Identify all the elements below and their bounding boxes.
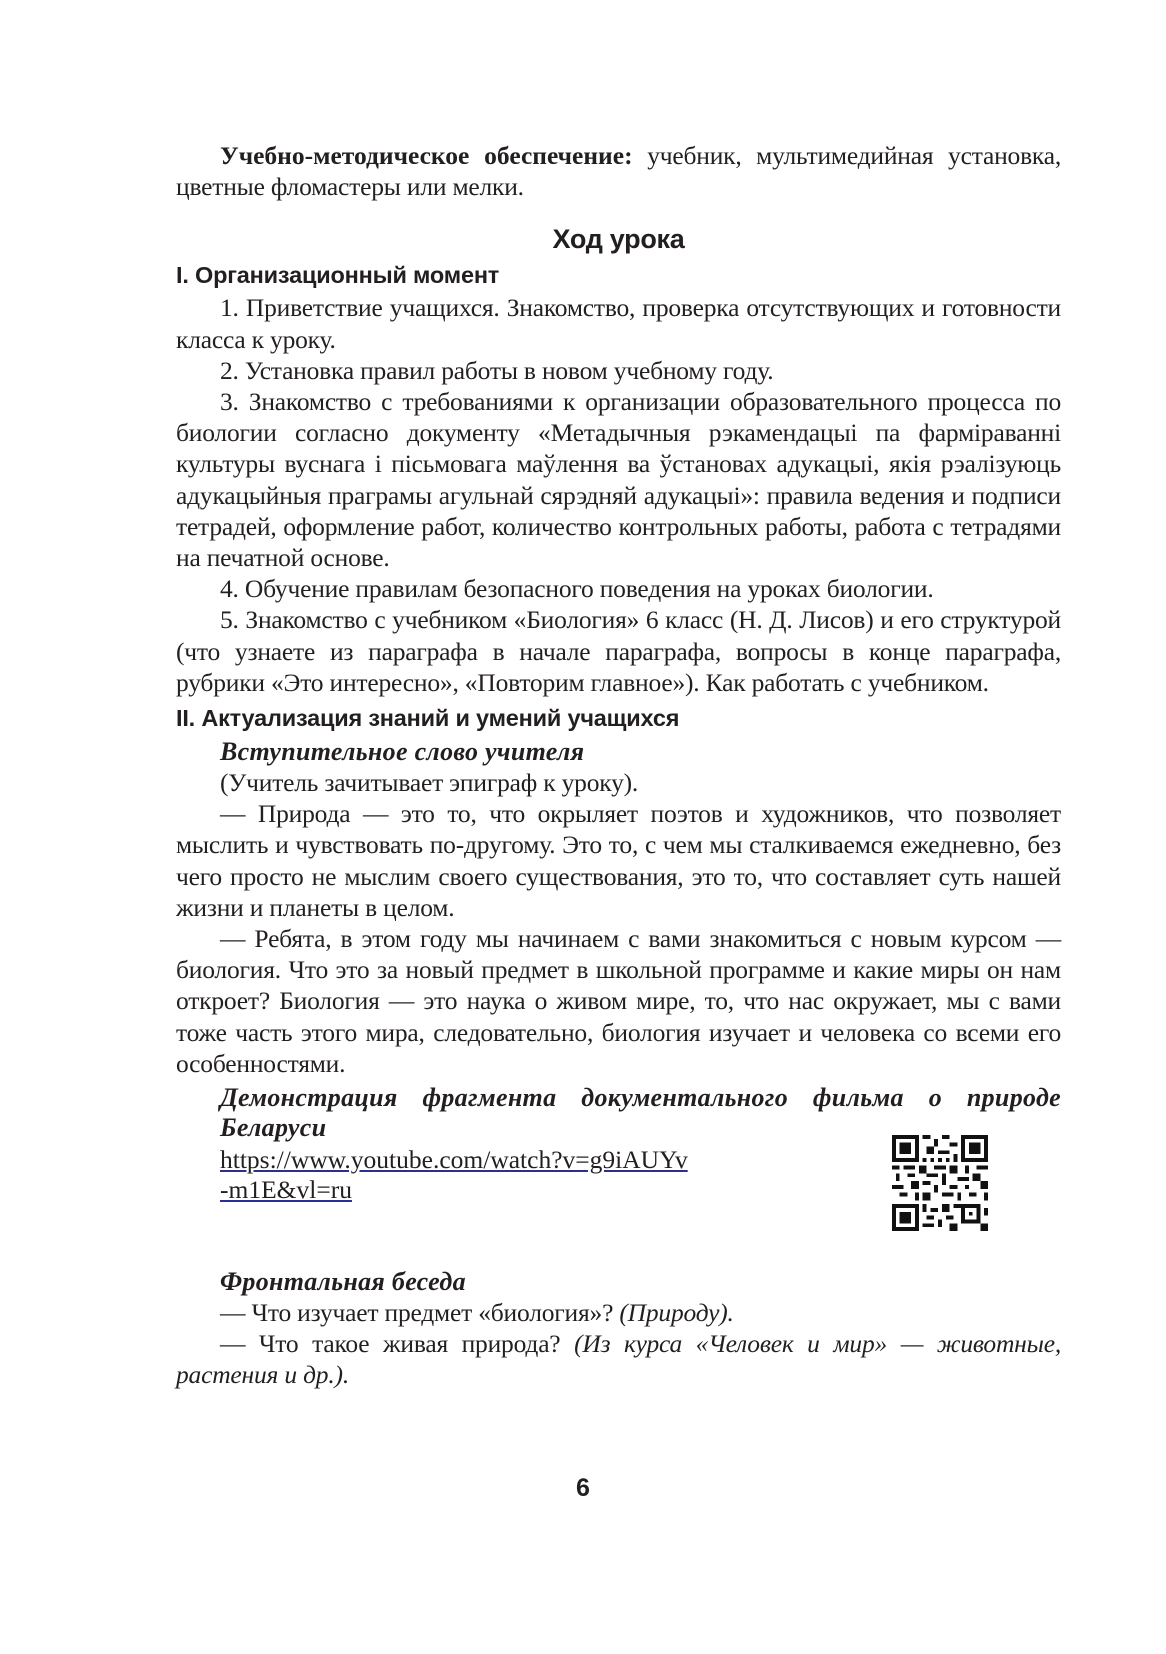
section-1-heading: I. Организационный момент [176, 262, 500, 289]
materials-label: Учебно-методическое обеспечение: [220, 141, 633, 170]
video-link-block [176, 1145, 1061, 1263]
page-number: 6 [576, 1474, 590, 1502]
list-item: 5. Знакомство с учебником «Биология» 6 класс (Н. Д. Лисов) и его структурой (что узнаете из параграфа в начале параграфа, вопросы в конце параграфа, рубрики «Это интересно», «Повторим главное»). Как работать с учебником. [176, 605, 1061, 697]
qa-item [176, 1297, 1061, 1328]
video-link[interactable]: https://www.youtube.com/watch?v=g9iAUYv-m1E&vl=ru [220, 1145, 688, 1205]
teacher-paragraph: — Ребята, в этом году мы начинаем с вами знакомиться с новым курсом — биология. Что это за новый предмет в школьной программе и какие миры он нам откроет? Биология — это наука о живом мире, то, что нас окружает, мы с вами тоже часть этого мира, следовательно, биология изучает и человека со всеми его особенностями. [176, 924, 1061, 1078]
qa-question: — Что изучает предмет «биология»? [220, 1298, 620, 1328]
teacher-paragraph: — Природа — это то, что окрыляет поэтов и художников, что позволяет мыслить и чувствовать по-другому. Это то, с чем мы сталкиваемся ежедневно, без чего просто не мыслим своего существования, это то, что составляет суть нашей жизни и планеты в целом. [176, 799, 1061, 922]
conversation-subheading: Фронтальная беседа [220, 1267, 466, 1297]
qr-code-icon [892, 1135, 988, 1231]
list-item: 1. Приветствие учащихся. Знакомство, проверка отсутствующих и готовности класса к уроку. [176, 293, 1061, 354]
section-2-heading: II. Актуализация знаний и умений учащихся [176, 705, 680, 732]
qa-answer: (Природу). [619, 1298, 734, 1328]
qa-question: — Что такое живая природа? [220, 1329, 575, 1359]
intro-note: (Учитель зачитывает эпиграф к уроку). [220, 768, 639, 798]
page-content [176, 140, 1061, 1391]
qa-answer: (Из курса «Человек и мир» — животные, растения и др.). [176, 1329, 1061, 1390]
qa-item [176, 1328, 1061, 1390]
materials-text: учебник, мультимедийная установка, цветные фломастеры или мелки. [176, 141, 1061, 202]
materials-paragraph [176, 140, 1061, 202]
intro-subheading: Вступительное слово учителя [220, 737, 585, 767]
list-item: 2. Установка правил работы в новом учебному году. [220, 355, 774, 385]
list-item: 3. Знакомство с требованиями к организации образовательного процесса по биологии согласно документу «Метадычныя рэкамендацыі па фарміраванні культуры вуснага і пісьмовага маўлення ва ўстановах адукацыі, якія рэалізуюць адукацыйныя праграмы агульнай сярэдняй адукацыі»: правила ведения и подписи тетрадей, оформление работ, количество контрольных работы, работа с тетрадями на печатной основе. [176, 387, 1061, 573]
list-item: 4. Обучение правилам безопасного поведения на уроках биологии. [220, 574, 934, 604]
lesson-title: Ход урока [552, 224, 685, 255]
demo-subheading: Демонстрация фрагмента документального фильма о природе Беларуси [220, 1083, 1061, 1143]
